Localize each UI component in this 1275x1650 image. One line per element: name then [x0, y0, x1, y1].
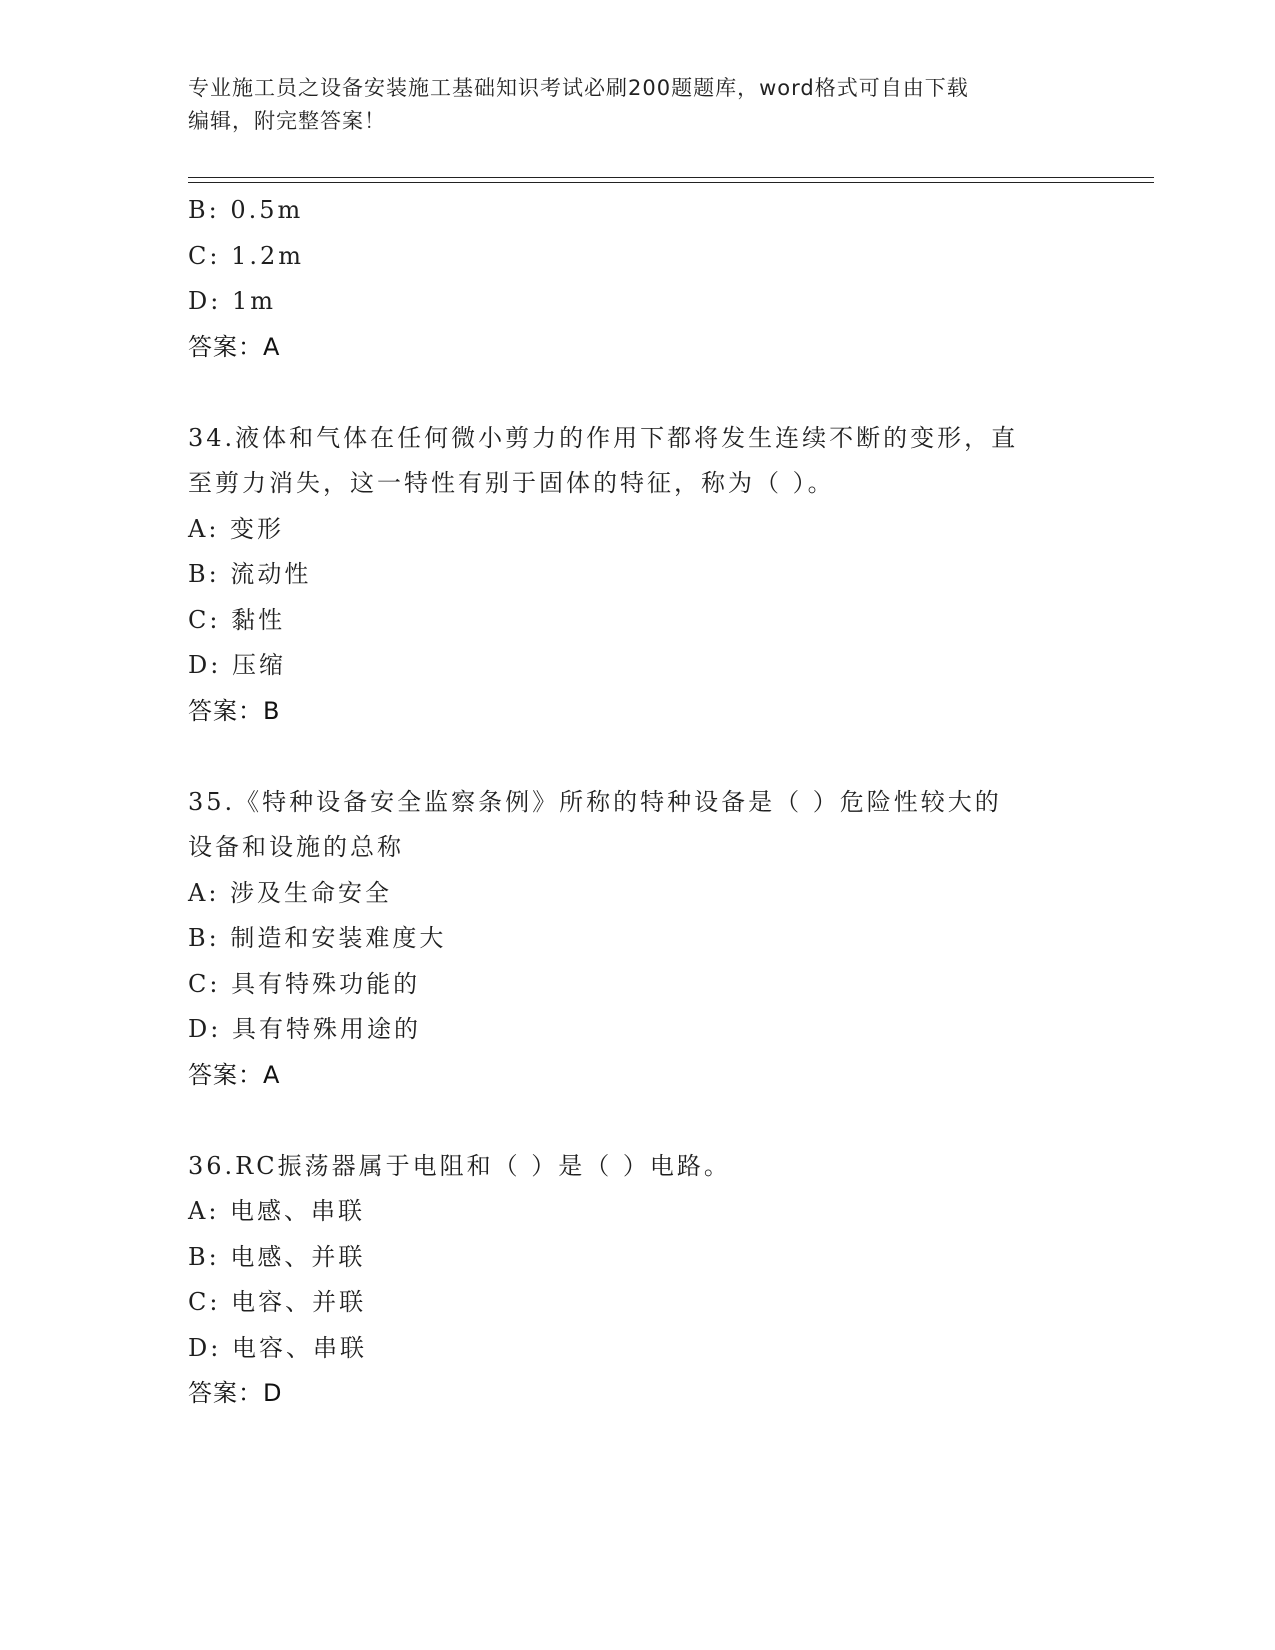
question-spacer — [188, 734, 1088, 780]
question-35 — [188, 780, 1088, 1099]
question-stem-continued: 设备和设施的总称 — [188, 833, 404, 861]
header-divider-top — [188, 177, 1154, 178]
question-spacer — [188, 370, 1088, 416]
question-spacer — [188, 1098, 1088, 1144]
option-d: D: 电容、串联 — [188, 1333, 367, 1362]
option-b: B: 制造和安装难度大 — [188, 924, 447, 952]
answer-line: 答案：A — [188, 332, 281, 361]
header-divider-bottom — [188, 182, 1154, 183]
option-c: C: 电容、并联 — [188, 1288, 367, 1316]
document-header — [188, 72, 1068, 138]
answer-line: 答案：A — [188, 1060, 281, 1089]
question-stem: 36.RC振荡器属于电阻和（ ）是（ ）电路。 — [188, 1151, 731, 1180]
question-34 — [188, 416, 1088, 735]
option-a: A: 变形 — [188, 514, 285, 543]
question-33-tail — [188, 188, 1088, 370]
header-title-line-2: 编辑，附完整答案！ — [188, 109, 386, 133]
option-a: A: 涉及生命安全 — [188, 878, 393, 907]
option-c: C: 黏性 — [188, 605, 286, 634]
question-list — [188, 188, 1088, 1417]
question-stem-continued: 至剪力消失，这一特性有别于固体的特征，称为（ ）。 — [188, 469, 835, 497]
option-c: C: 具有特殊功能的 — [188, 969, 421, 998]
option-d: D: 具有特殊用途的 — [188, 1015, 421, 1043]
question-stem: 35.《特种设备安全监察条例》所称的特种设备是（ ）危险性较大的 — [188, 787, 1002, 816]
header-title-line-1: 专业施工员之设备安装施工基础知识考试必刷200题题库，word格式可自由下载 — [188, 76, 969, 100]
option-d: D: 1m — [188, 287, 276, 315]
option-d: D: 压缩 — [188, 651, 286, 679]
answer-line: 答案：B — [188, 696, 281, 725]
option-a: A: 电感、串联 — [188, 1197, 366, 1225]
option-b: B: 电感、并联 — [188, 1242, 366, 1271]
option-b: B: 0.5m — [188, 196, 304, 224]
option-b: B: 流动性 — [188, 560, 312, 588]
answer-line: 答案：D — [188, 1379, 283, 1407]
option-c: C: 1.2m — [188, 241, 305, 270]
question-36 — [188, 1144, 1088, 1417]
question-stem: 34.液体和气体在任何微小剪力的作用下都将发生连续不断的变形，直 — [188, 423, 1019, 452]
